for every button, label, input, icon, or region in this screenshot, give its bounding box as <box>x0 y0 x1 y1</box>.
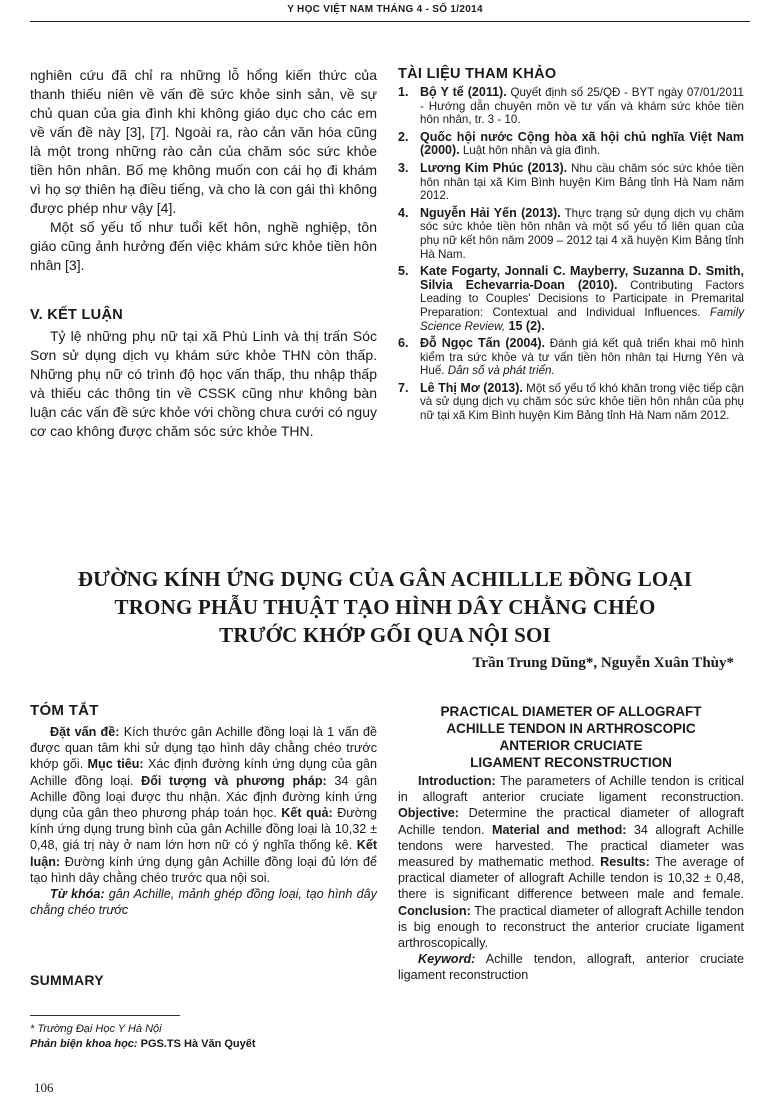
references-heading: TÀI LIỆU THAM KHẢO <box>398 66 557 82</box>
conclusion-paragraph: Tỷ lệ những phụ nữ tại xã Phù Linh và thị trấn Sóc Sơn sử dụng dịch vụ khám sức khỏe THN còn thấp. Những phụ nữ có trình độ học vấn thấp, thu nhập thấp và thiếu các thông tin về CSSK cũng như không bàn luận các vấn đề sức khỏe với chồng chưa cưới có nguy cơ cao không được chăm sóc sức khỏe THN. <box>30 328 377 439</box>
left-column-body <box>30 66 377 275</box>
conclusion-heading: V. KẾT LUẬN <box>30 307 123 323</box>
reference-item: 7. Lê Thị Mơ (2013). Một số yếu tố khó khăn trong việc tiếp cận và sử dụng dịch vụ chăm sóc sức khỏe tiền hôn nhân của phụ nữ tại xã Kim Bình huyện Kim Bảng tỉnh Hà Nam năm 2012. <box>398 380 745 423</box>
footnote <box>30 1022 430 1052</box>
running-head: Y HỌC VIỆT NAM THÁNG 4 - SỐ 1/2014 <box>287 4 483 15</box>
summary-heading: SUMMARY <box>30 972 104 988</box>
title-line: ĐƯỜNG KÍNH ỨNG DỤNG CỦA GÂN ACHILLLE ĐỒNG LOẠI <box>77 567 693 591</box>
page-number: 106 <box>34 1080 54 1095</box>
english-abstract: Introduction: The parameters of Achille tendon is critical in allograft anterior cruciate ligament reconstruction. Objective: Determine the practical diameter of allograft Achille tendon. Material and method: 34 allograft Achille tendons were harvested. The practical diameter was measured by mathematic method. Results: The average of practical diameter of allograft Achille tendon is 10,32 ± 0,48, there is significant difference between male and female. Conclusion: The practical diameter of allograft Achille tendon is big enough to reconstruct the anterior cruciate ligament arthroscopically. Keyword: Achille tendon, allograft, anterior cruciate ligament reconstruction <box>398 774 744 983</box>
title-line: TRƯỚC KHỚP GỐI QUA NỘI SOI <box>219 623 551 647</box>
reference-list <box>398 86 744 427</box>
reference-item: 4. Nguyễn Hải Yến (2013). Thực trạng sử dụng dịch vụ chăm sóc sức khỏe tiền hôn nhân và một số yếu tố liên quan của phụ nữ kết hôn năm 2009 – 2012 tại 4 xã huyện Kim Bảng tỉnh Hà Nam. <box>398 205 744 261</box>
vietnamese-abstract: Đặt vấn đề: Kích thước gân Achille đồng loại là 1 vấn đề được quan tâm khi sử dụng tạo hình dây chằng chéo trước khớp gối. Mục tiêu: Xác định đường kính ứng dụng của gân Achille đồng loại. Đối tượng và phương pháp: 34 gân Achille đồng loại được thu nhận. Xác định đường kính ứng dụng của gân theo phương pháp toán học. Kết quả: Đường kính ứng dụng trung bình của gân Achille đồng loại là 10,32 ± 0,48, giá trị này ở nam lớn hơn nữ có ý nghĩa thống kê. Kết luận: Đường kính ứng dụng gân Achille đồng loại đủ lớn để tạo hình dây chằng chéo trước qua nội soi. Từ khóa: gân Achille, mảnh ghép đồng loại, tạo hình dây chằng chéo trước <box>30 725 378 918</box>
reviewer-note: Phản biện khoa học: PGS.TS Hà Văn Quyết <box>30 1038 256 1050</box>
reference-item: 5. Kate Fogarty, Jonnali C. Mayberry, Suzanna D. Smith, Silvia Echevarria-Doan (2010). Contributing Factors Leading to Couples' Decisions to Participate in Premarital Preparation: Contextual and Individual Influences. Family Science Review, 15 (2). <box>398 264 744 333</box>
discussion-paragraph-2: Một số yếu tố như tuổi kết hôn, nghề nghiệp, tôn giáo cũng ảnh hưởng đến việc khám sức khỏe tiền hôn nhân [3]. <box>30 219 377 273</box>
abstract-heading: TÓM TẮT <box>30 702 99 719</box>
reference-item: 3. Lương Kim Phúc (2013). Nhu cầu chăm sóc sức khỏe tiền hôn nhân tại xã Kim Bình huyện Kim Bảng tỉnh Hà Nam năm 2012. <box>398 160 745 203</box>
discussion-paragraph: nghiên cứu đã chỉ ra những lỗ hổng kiến thức của thanh thiếu niên về vấn đề sức khỏe sinh sản, về sự chủ quan của gia đình khi không giáo dục cho các em về vấn đề này [3], [7]. Ngoài ra, rào cản văn hóa cũng là một trong những rào cản của chăm sóc sức khỏe tiền hôn nhân. Bố mẹ không muốn con cái họ đi khám vì họ sợ thiên hạ điều tiếng, và cho là con gái thì không được phép như vậy [4]. <box>30 67 377 216</box>
reference-item: 1. Bộ Y tế (2011). Quyết định số 25/QĐ - BYT ngày 07/01/2011 - Hướng dẫn chuyên môn về tư vấn và khám sức khỏe tiền hôn nhân, tr. 3 - 10. <box>398 85 744 127</box>
footnote-rule <box>30 1015 180 1016</box>
header-rule <box>30 21 750 22</box>
article-authors: Trần Trung Dũng*, Nguyễn Xuân Thùy* <box>472 655 734 671</box>
reference-item: 2. Quốc hội nước Cộng hòa xã hội chủ nghĩa Việt Nam (2000). Luật hôn nhân và gia đình. <box>398 129 744 158</box>
title-line: TRONG PHẪU THUẬT TẠO HÌNH DÂY CHẰNG CHÉO <box>114 595 656 619</box>
reference-item: 6. Đỗ Ngọc Tấn (2004). Đánh giá kết quả triển khai mô hình kiểm tra sức khỏe và tư vấn tiền hôn nhân tại Hưng Yên và Huế. Dân số và phát triển. <box>398 336 744 378</box>
affiliation-note: * Trường Đại Học Y Hà Nội <box>30 1023 162 1035</box>
english-title: PRACTICAL DIAMETER OF ALLOGRAFT ACHILLE TENDON IN ARTHROSCOPIC ANTERIOR CRUCIATE LIGAMENT RECONSTRUCTION <box>440 704 702 770</box>
article-title <box>60 565 710 649</box>
